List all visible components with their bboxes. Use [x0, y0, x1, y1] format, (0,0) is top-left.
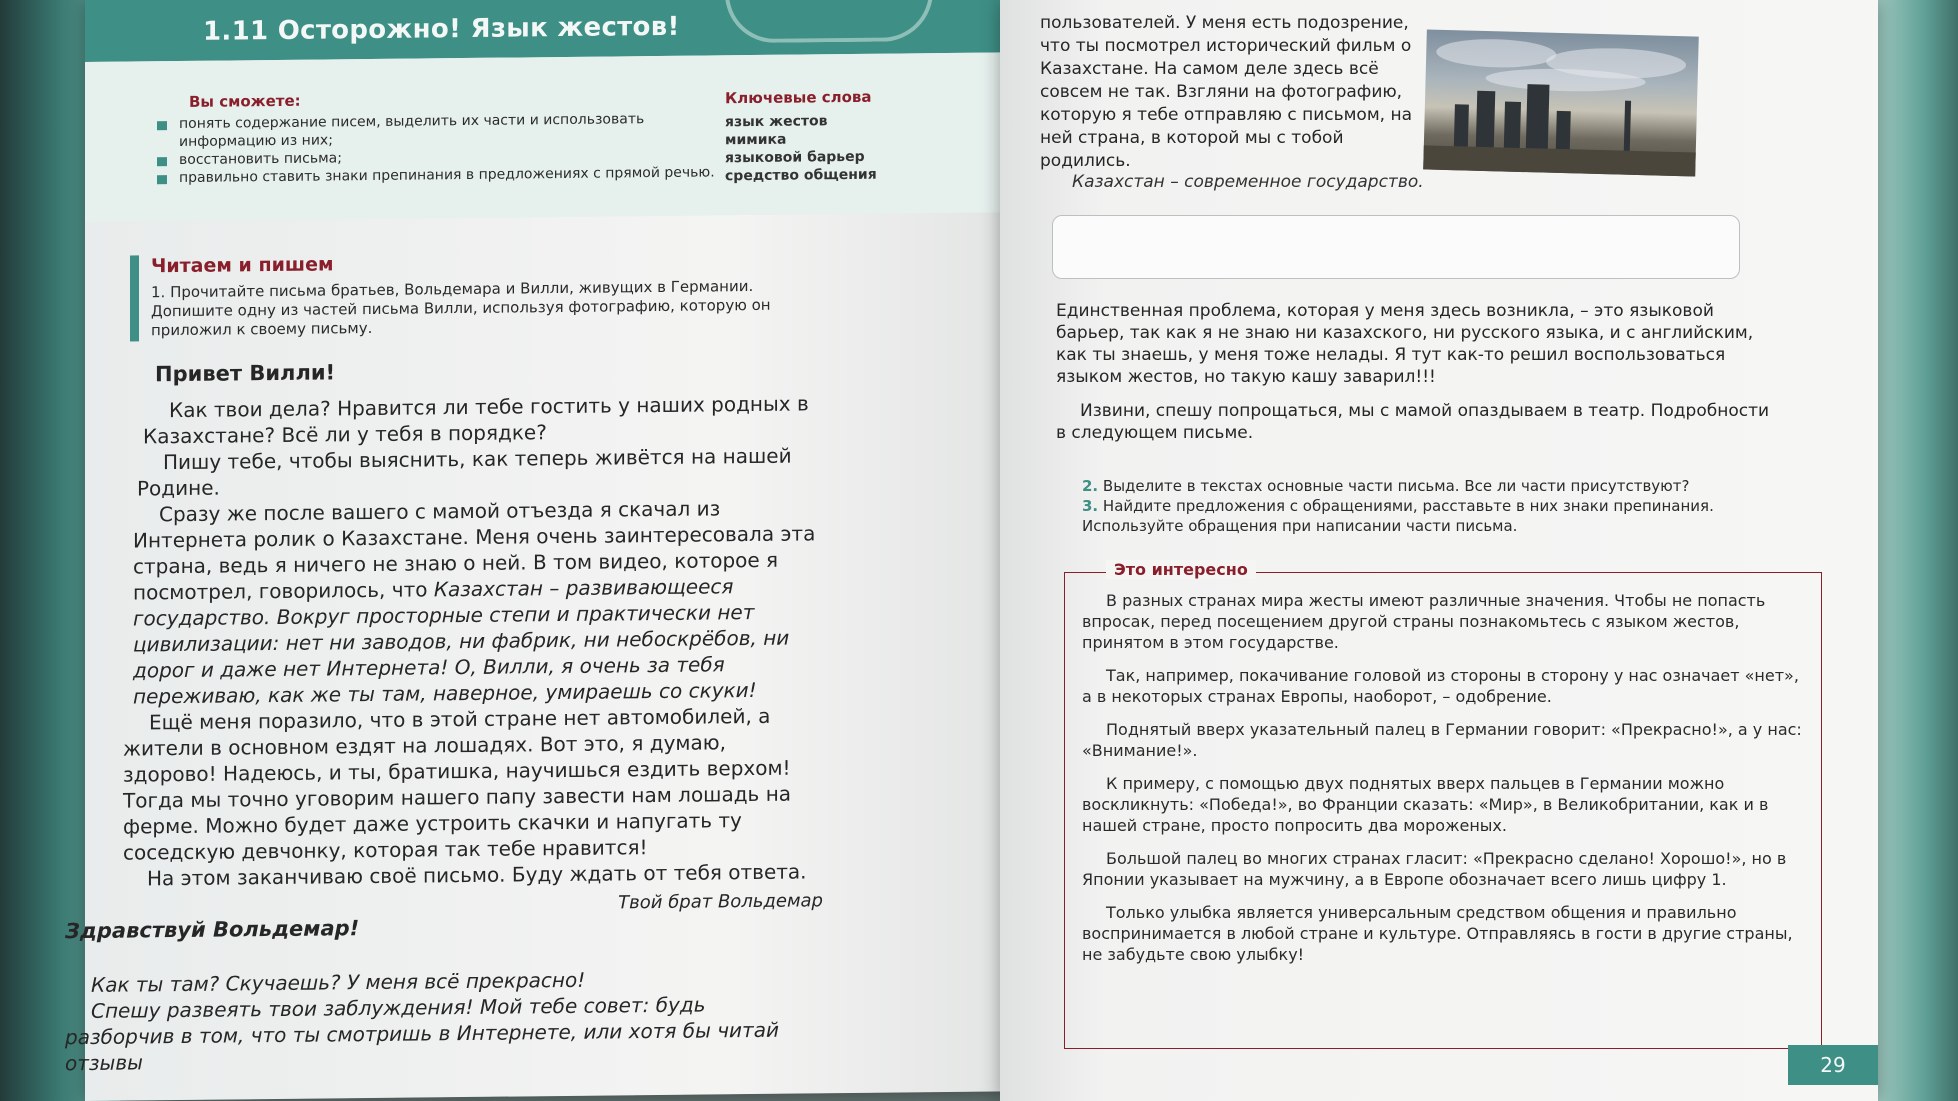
interesting-paragraph: Только улыбка является универсальным средством общения и правильно воспринимается в любой стране и культуре. Отправляясь в гости в другие страны, не забудьте свою улыбку!: [1082, 903, 1793, 964]
letter-1-signature: Твой брат Вольдемар: [618, 890, 823, 914]
interesting-paragraph: В разных странах мира жесты имеют различные значения. Чтобы не попасть впросак, перед посещением другой страны познакомьтесь с языком жестов, принятом в этом государстве.: [1082, 591, 1766, 652]
letter-2-continuation: пользователей. У меня есть подозрение, что ты посмотрел исторический фильм о Казахстане. На самом деле здесь всё совсем не так. Взгляни на фотографию, которую я тебе отправляю с письмом, на ней страна, в которой мы с тобой родились.: [1040, 13, 1412, 171]
goal-item: правильно ставить знаки препинания в предложениях с прямой речью.: [157, 163, 717, 187]
task-number: 3.: [1082, 497, 1099, 515]
letter-2-italic-text: Спешу развеять твои заблуждения! Мой тебе совет: будь разборчив в том, что ты смотришь в Интернете, или хотя бы читай отзывы: [65, 992, 779, 1076]
interesting-heading: Это интересно: [1106, 560, 1256, 579]
letter-2-greeting: Здравствуй Вольдемар!: [65, 916, 360, 944]
task-text: Найдите предложения с обращениями, расставьте в них знаки препинания. Используйте обращения при написании части письма.: [1082, 497, 1714, 535]
goals-heading: Вы сможете:: [189, 91, 301, 111]
interesting-paragraph: К примеру, с помощью двух поднятых вверх пальцев в Германии можно воскликнуть: «Победа!», во Франции сказать: «Мир», в Великобритании, как и в нашей стране, просто попросить два мороженых.: [1082, 774, 1769, 835]
letter-1-paragraph: Ещё меня поразило, что в этой стране нет автомобилей, а жители в основном ездят на лошадях. Вот это, я думаю, здорово! Надеюсь, и ты, братишка, научишься ездить верхом! Тогда мы точно уговорим нашего папу завести нам лошадь на ферме. Можно будет даже устроить скачки и напугать ту соседскую девчонку, которая так тебе нравится!: [123, 703, 792, 865]
left-page: [65, 0, 1005, 1101]
interesting-paragraph: Большой палец во многих странах гласит: «Прекрасно сделано! Хорошо!», но в Японии указывает на мужчину, а в Европе обозначает всего лишь цифру 1.: [1082, 849, 1787, 889]
interesting-paragraph: Так, например, покачивание головой из стороны в сторону у нас означает «нет», а в некоторых странах Европы, наоборот, – одобрение.: [1082, 666, 1799, 706]
task-1: 1. Прочитайте письма братьев, Вольдемара и Вилли, живущих в Германии. Допишите одну из частей письма Вилли, используя фотографию, которую он приложил к своему письму.: [151, 277, 771, 340]
letter-1-paragraph: [133, 494, 823, 709]
interesting-text: [1082, 590, 1804, 977]
keyword: мимика: [725, 131, 787, 149]
section-heading: Читаем и пишем: [151, 253, 334, 278]
letter-1-italic-text: Казахстан – развивающееся государство. Вокруг просторные степи и практически нет цивилизации: нет ни заводов, ни фабрик, ни небоскрёбов, ни дорог и даже нет Интернета! О, Вилли, я очень за тебя переживаю, как же ты там, наверное, умираешь со скуки!: [133, 574, 790, 709]
letter-2-paragraph: Как ты там? Скучаешь? У меня всё прекрасно!: [91, 967, 586, 997]
goal-item: понять содержание писем, выделить их части и использовать информацию из них;: [157, 109, 717, 151]
lesson-title: 1.11 Осторожно! Язык жестов!: [203, 11, 680, 47]
keyword: язык жестов: [725, 113, 828, 131]
task-list: [1082, 476, 1782, 536]
kazakhstan-city-photo: [1423, 29, 1699, 176]
letter-1-greeting: Привет Вилли!: [155, 360, 336, 387]
task-item: [1082, 496, 1782, 536]
page-number: 29: [1788, 1045, 1878, 1085]
section-marker-bar: [130, 255, 139, 341]
answer-box[interactable]: [1052, 215, 1740, 279]
book-cover-edge: [1878, 0, 1958, 1101]
task-text: Выделите в текстах основные части письма. Все ли части присутствуют?: [1102, 477, 1690, 495]
photo-caption: Казахстан – современное государство.: [1072, 172, 1424, 192]
task-item: [1082, 476, 1782, 496]
letter-1-paragraph: Как твои дела? Нравится ли тебе гостить у наших родных в Казахстане? Всё ли у тебя в порядке?: [143, 391, 809, 449]
letter-1-text: Сразу же после вашего с мамой отъезда я скачал из Интернета ролик о Казахстане. Меня очень заинтересовала эта страна, ведь я ничего не знаю о ней. В том видео, которое я посмотрел, говорилось, что: [133, 496, 816, 605]
task-number: 2.: [1082, 477, 1099, 495]
letter-2-paragraph: [65, 991, 785, 1077]
goals-list: [157, 109, 717, 187]
keywords-heading: Ключевые слова: [725, 87, 872, 108]
keyword: языковой барьер: [725, 148, 865, 167]
letter-2-start: [65, 909, 945, 1076]
goal-item: восстановить письма;: [157, 145, 717, 169]
letter-2-paragraph: Извини, спешу попрощаться, мы с мамой опаздываем в театр. Подробности в следующем письме.: [1056, 401, 1770, 443]
right-page: [1000, 0, 1878, 1101]
letter-2-paragraph: Единственная проблема, которая у меня здесь возникла, – это языковой барьер, так как я не знаю ни казахского, ни русского языка, и с английским, как ты знаешь, у меня тоже нелады. Я тут как-то решил воспользоваться языком жестов, но такую кашу заварил!!!: [1056, 301, 1754, 387]
letter-1-paragraph: На этом заканчиваю своё письмо. Буду ждать от тебя ответа.: [147, 859, 807, 891]
letter-1: [123, 353, 983, 922]
ornament-decoration: [725, 0, 933, 43]
interesting-paragraph: Поднятый вверх указательный палец в Германии говорит: «Прекрасно!», а у нас: «Внимание!».: [1082, 720, 1802, 760]
keywords-list: [725, 112, 877, 186]
keyword: средство общения: [725, 166, 877, 185]
letter-1-paragraph: Пишу тебе, чтобы выяснить, как теперь живётся на нашей Родине.: [137, 443, 792, 501]
